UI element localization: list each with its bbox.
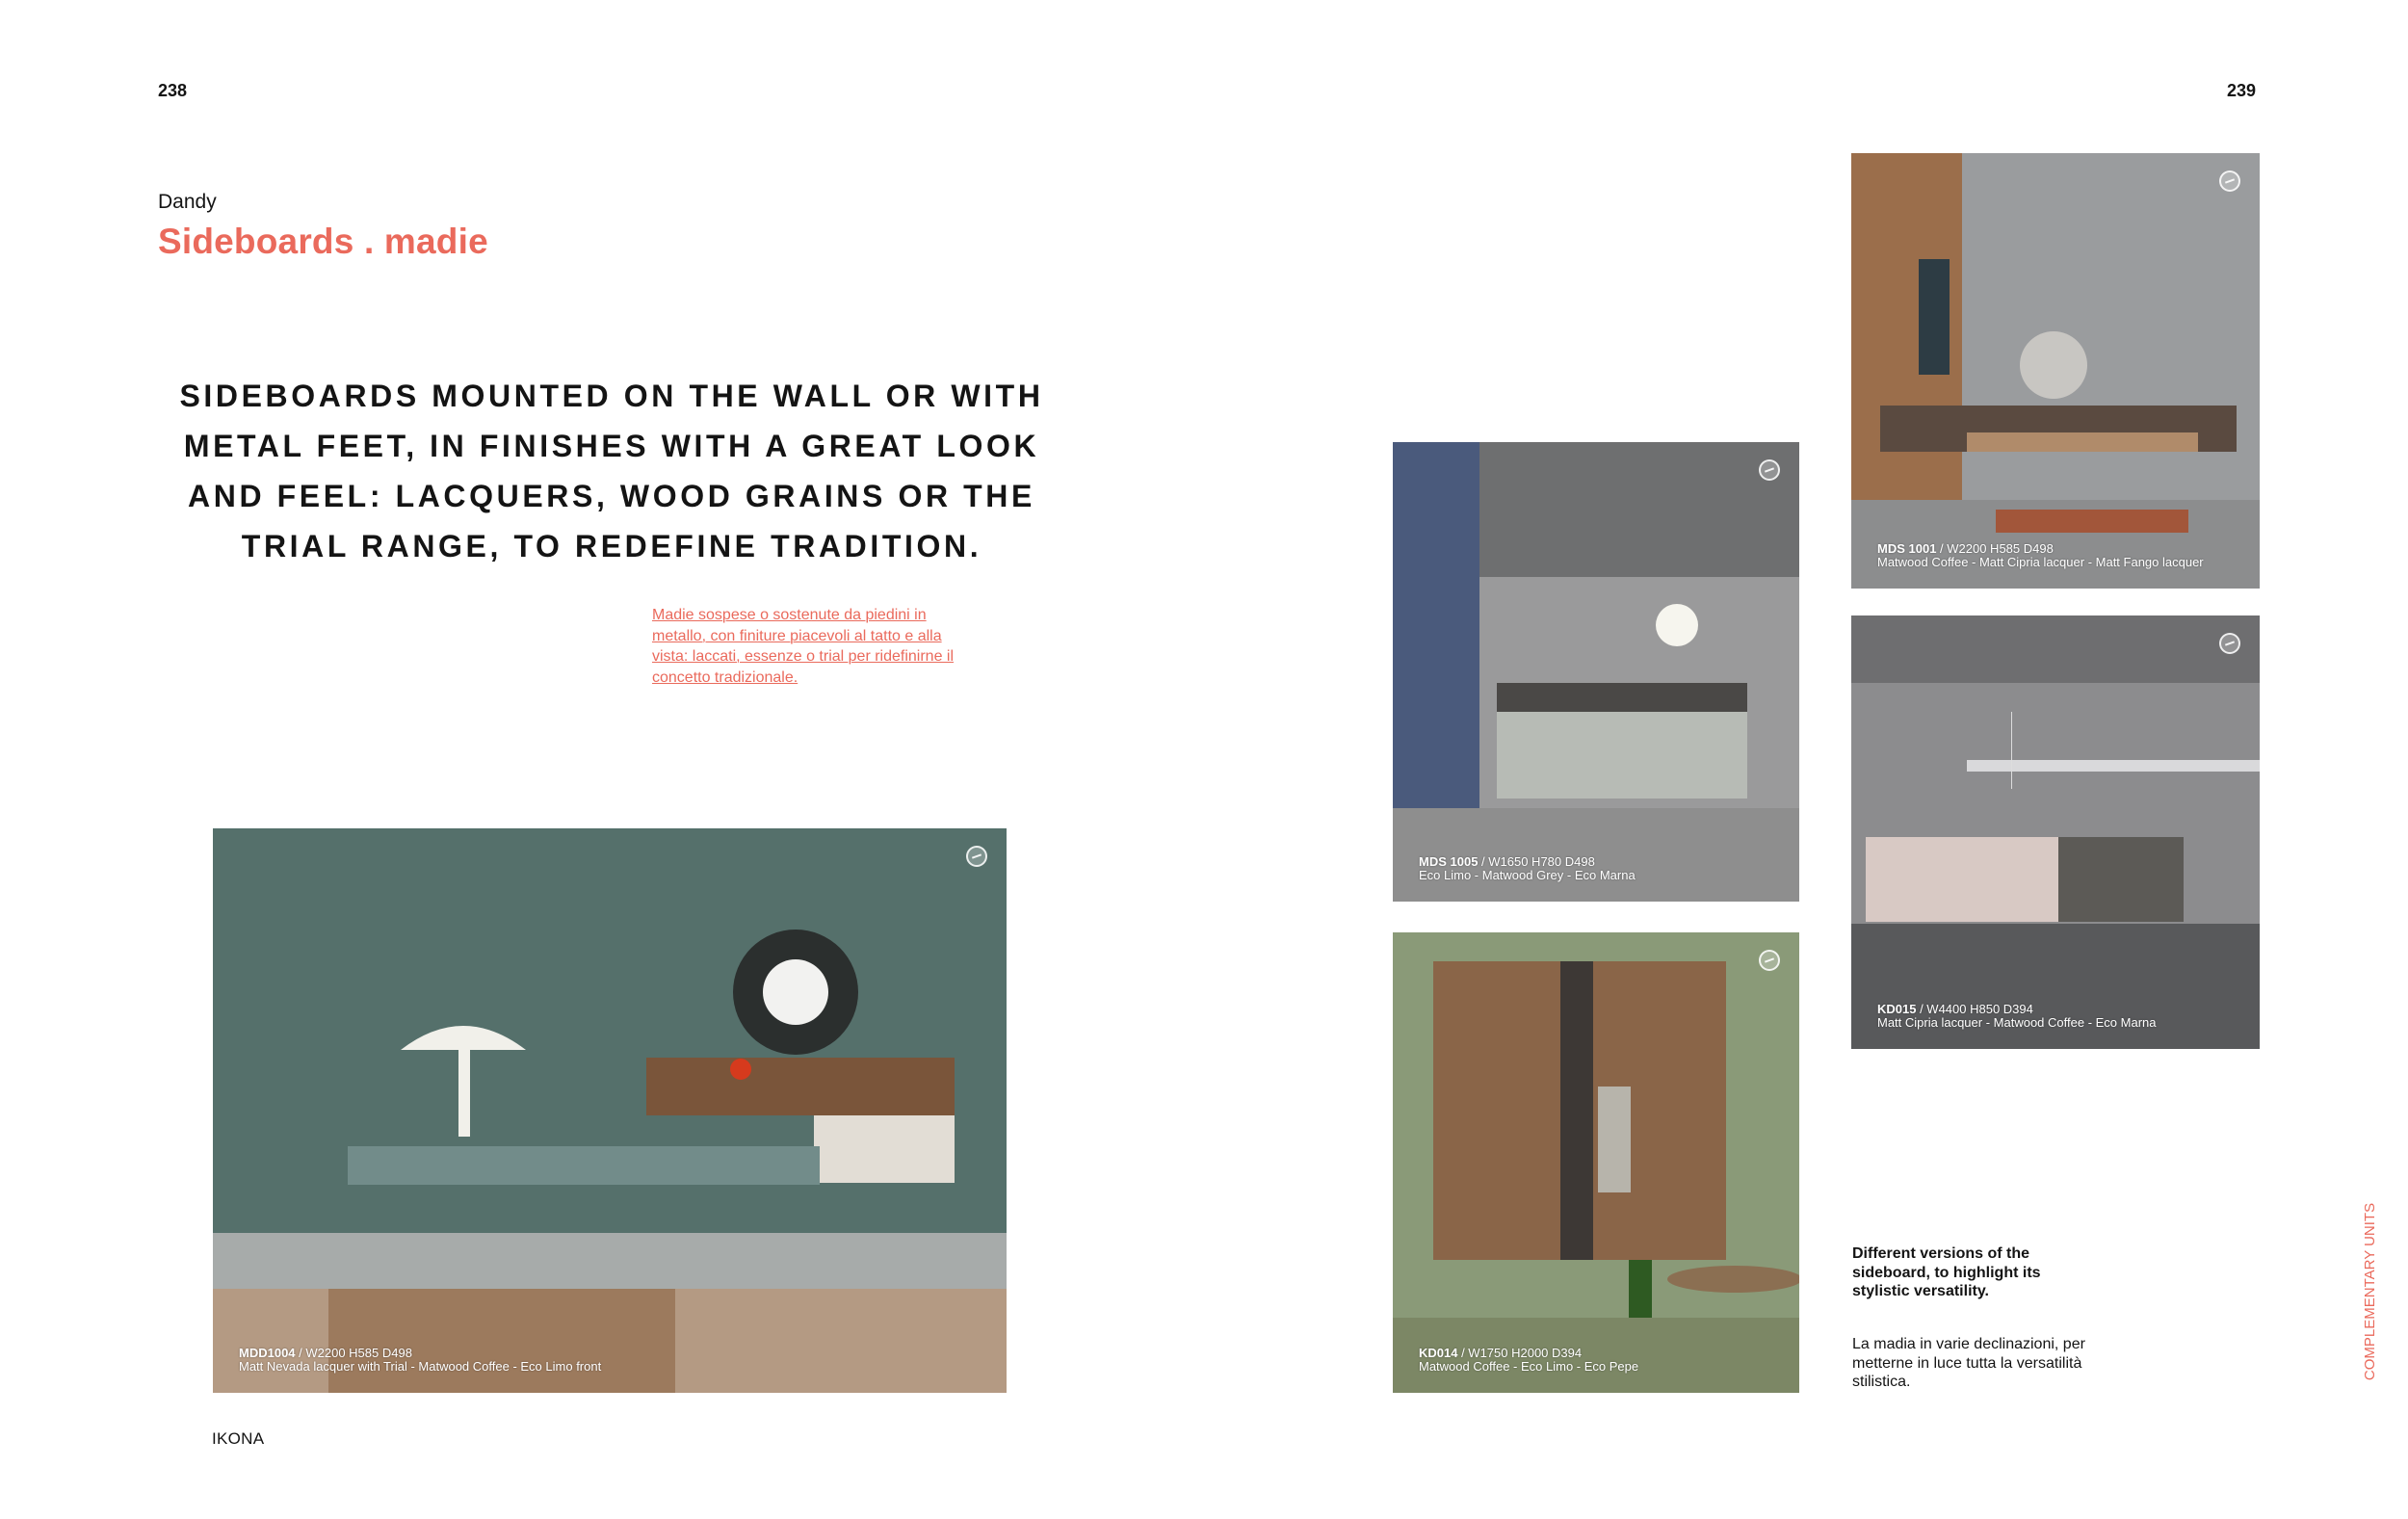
caption-finish: Matt Nevada lacquer with Trial - Matwood Coffee - Eco Limo front <box>239 1359 602 1374</box>
photo-mds1001 <box>1851 153 2260 589</box>
caption-dims: / W2200 H585 D498 <box>1936 541 2054 556</box>
page-title: Sideboards . madie <box>158 222 488 261</box>
caption-code: KD015 <box>1877 1002 1917 1016</box>
logo-badge-icon <box>1759 950 1780 971</box>
section-tab <box>2362 1202 2379 1381</box>
caption-kd014 <box>1419 1347 1638 1374</box>
logo-badge-icon <box>966 846 987 867</box>
caption-code: MDD1004 <box>239 1346 296 1360</box>
photo-kd015-image <box>1851 615 2260 1049</box>
caption-dims: / W1650 H780 D498 <box>1478 854 1595 869</box>
caption-mds1005 <box>1419 855 1636 882</box>
caption-mds1001 <box>1877 542 2204 569</box>
caption-mdd1004 <box>239 1347 601 1374</box>
page-number-right: 239 <box>2227 81 2257 100</box>
caption-kd015 <box>1877 1003 2157 1030</box>
caption-dims: / W1750 H2000 D394 <box>1457 1346 1583 1360</box>
intro-italian: Madie sospese o sostenute da piedini in metallo, con finiture piacevoli al tatto e alla vista: laccati, essenze o trial per ridefinirne il concetto tradizionale. <box>652 607 955 686</box>
page-number-left: 238 <box>158 81 188 100</box>
caption-dims: / W4400 H850 D394 <box>1916 1002 2033 1016</box>
caption-finish: Matt Cipria lacquer - Matwood Coffee - Eco Marna <box>1877 1015 2157 1030</box>
caption-finish: Matwood Coffee - Matt Cipria lacquer - Matt Fango lacquer <box>1877 555 2204 569</box>
photo-kd014 <box>1393 932 1799 1393</box>
logo-badge-icon <box>1759 459 1780 481</box>
photo-mdd1004-image <box>213 828 1007 1393</box>
caption-code: KD014 <box>1419 1346 1458 1360</box>
brand-name: IKONA <box>212 1429 265 1448</box>
photo-kd015 <box>1851 615 2260 1049</box>
caption-code: MDS 1005 <box>1419 854 1479 869</box>
photo-kd014-image <box>1393 932 1799 1393</box>
side-text-italian: La madia in varie declinazioni, per metterne in luce tutta la versatilità stilistica. <box>1852 1336 2085 1390</box>
photo-mds1005-image <box>1393 442 1799 902</box>
series-name: Dandy <box>158 191 217 213</box>
photo-mds1001-image <box>1851 153 2260 589</box>
caption-finish: Matwood Coffee - Eco Limo - Eco Pepe <box>1419 1359 1639 1374</box>
caption-code: MDS 1001 <box>1877 541 1937 556</box>
headline: SIDEBOARDS MOUNTED ON THE WALL OR WITH METAL FEET, IN FINISHES WITH A GREAT LOOK AND FEEL: LACQUERS, WOOD GRAINS OR THE TRIAL RANGE, TO REDEFINE TRADITION. <box>179 379 1044 563</box>
caption-dims: / W2200 H585 D498 <box>295 1346 412 1360</box>
logo-badge-icon <box>2219 633 2240 654</box>
photo-mdd1004 <box>213 828 1007 1393</box>
logo-badge-icon <box>2219 170 2240 192</box>
section-tab-label: COMPLEMENTARY UNITS <box>2362 1202 2378 1381</box>
caption-finish: Eco Limo - Matwood Grey - Eco Marna <box>1419 868 1636 882</box>
side-text-english: Different versions of the sideboard, to highlight its stylistic versatility. <box>1852 1245 2041 1299</box>
photo-mds1005 <box>1393 442 1799 902</box>
